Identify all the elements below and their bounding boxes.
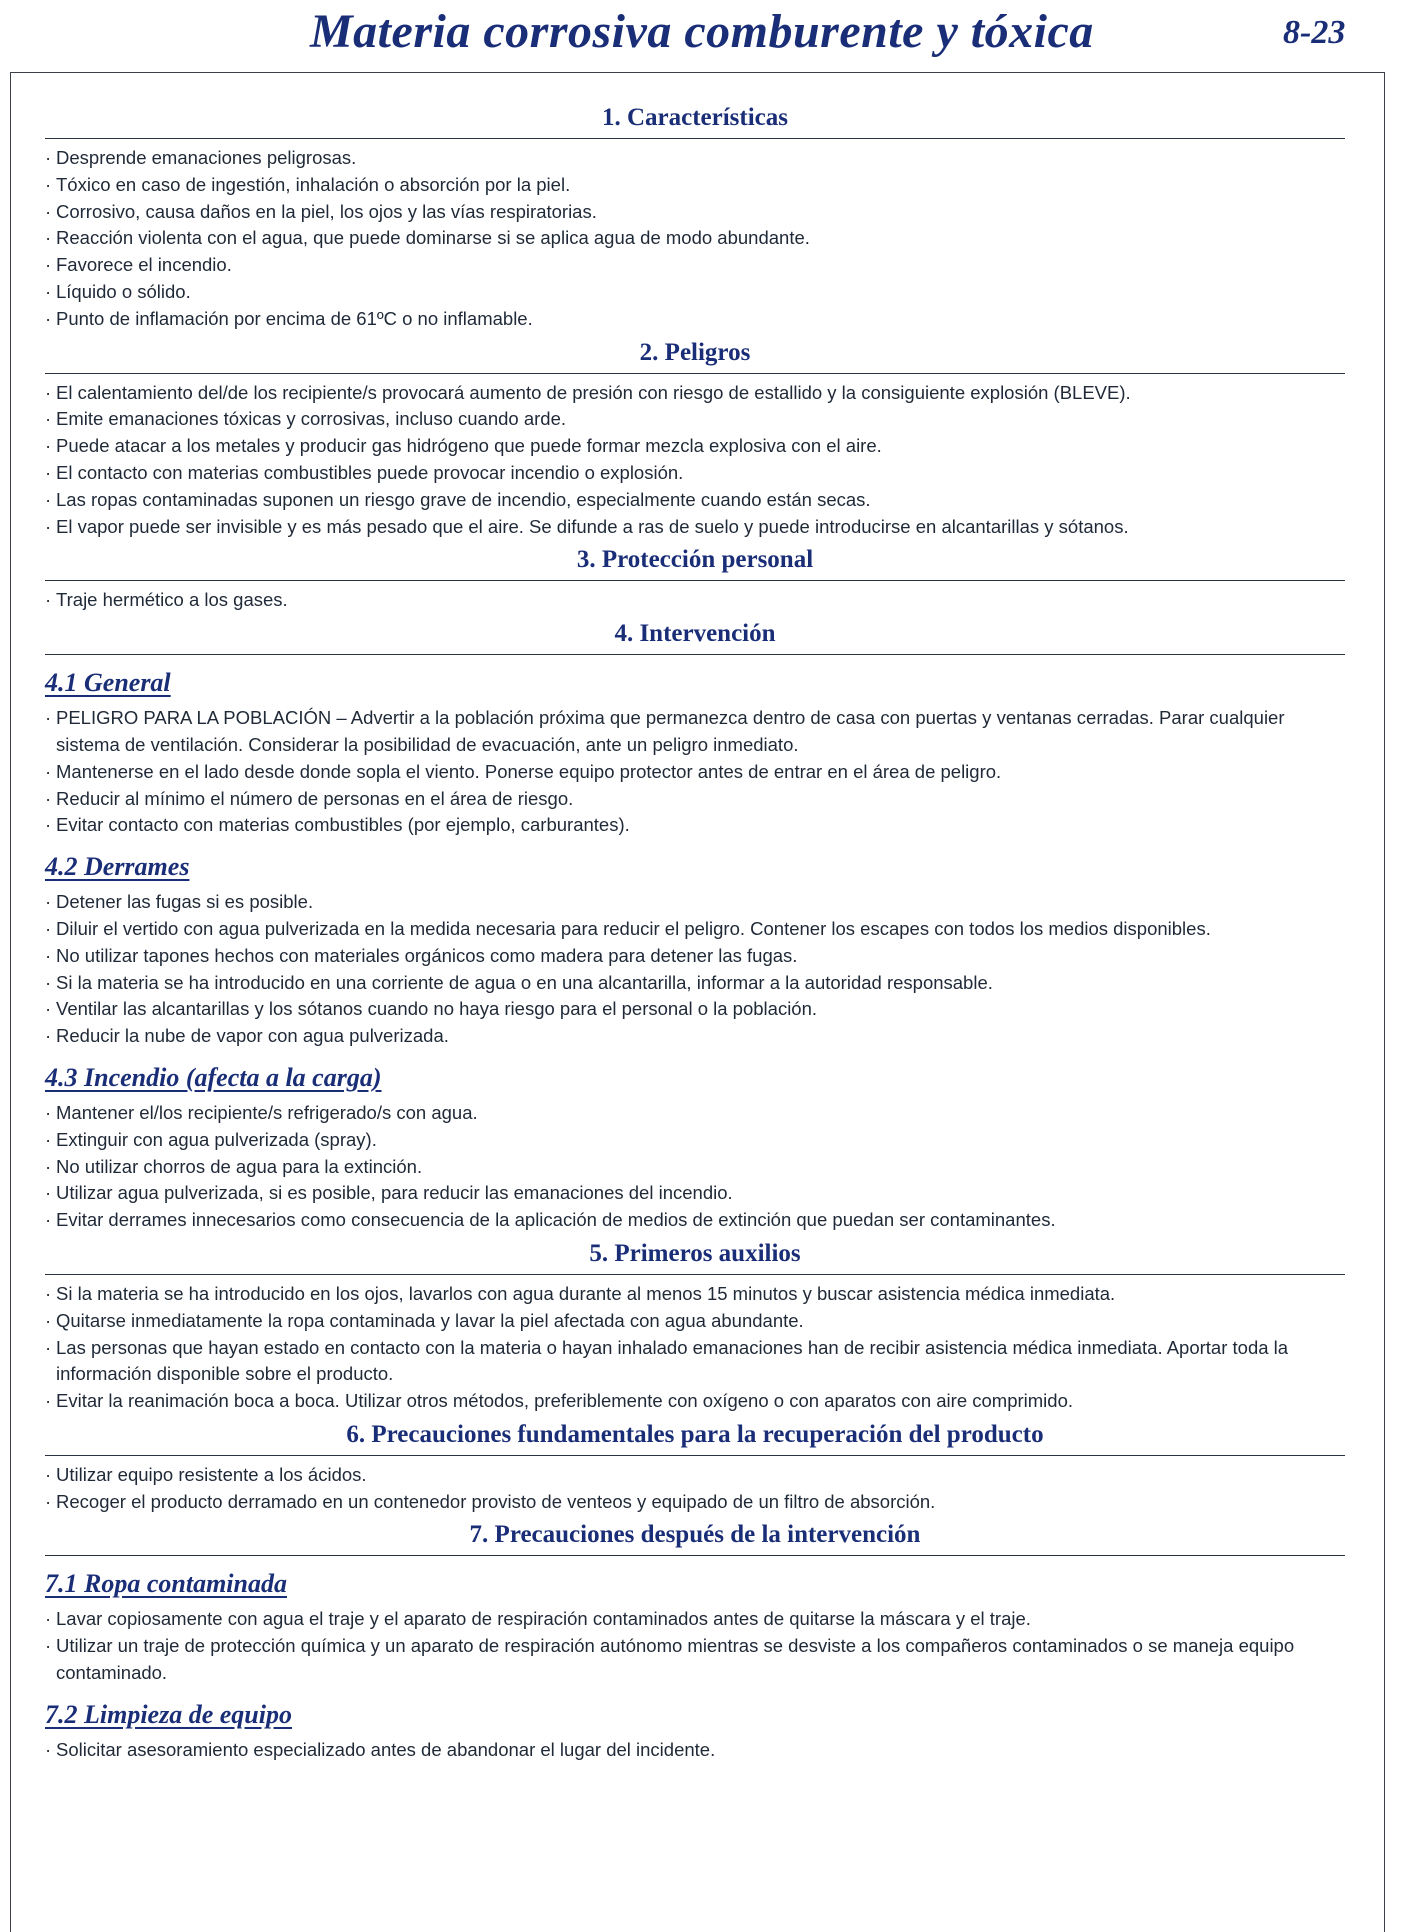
list-item: · Mantenerse en el lado desde donde sopla el viento. Ponerse equipo protector antes de entrar en el área de peligro. <box>45 759 1345 786</box>
bullet-list <box>45 145 1345 333</box>
list-item: · Reacción violenta con el agua, que puede dominarse si se aplica agua de modo abundante. <box>45 225 1345 252</box>
bullet-list <box>45 1737 1345 1764</box>
section-title: 6. Precauciones fundamentales para la recuperación del producto <box>45 1417 1345 1456</box>
list-item: · Si la materia se ha introducido en una corriente de agua o en una alcantarilla, informar a la autoridad responsable. <box>45 970 1345 997</box>
section-proteccion-personal <box>45 542 1345 614</box>
list-item: · Evitar derrames innecesarios como consecuencia de la aplicación de medios de extinción que puedan ser contaminantes. <box>45 1207 1345 1234</box>
list-item: · Líquido o sólido. <box>45 279 1345 306</box>
content-area <box>45 100 1345 1766</box>
list-item: · Reducir al mínimo el número de personas en el área de riesgo. <box>45 786 1345 813</box>
list-item: · No utilizar chorros de agua para la extinción. <box>45 1154 1345 1181</box>
list-item: · PELIGRO PARA LA POBLACIÓN – Advertir a la población próxima que permanezca dentro de casa con puertas y ventanas cerradas. Parar cualquier sistema de ventilación. Considerar la posibilidad de evacuación, ante un peligro inmediato. <box>45 705 1345 759</box>
subheading-incendio: 4.3 Incendio (afecta a la carga) <box>45 1062 382 1092</box>
list-item: · Corrosivo, causa daños en la piel, los ojos y las vías respiratorias. <box>45 199 1345 226</box>
list-item: · Utilizar un traje de protección química y un aparato de respiración autónomo mientras se desviste a los compañeros contaminados o se maneja equipo contaminado. <box>45 1633 1345 1687</box>
list-item: · Extinguir con agua pulverizada (spray). <box>45 1127 1345 1154</box>
bullet-list <box>45 1606 1345 1686</box>
list-item: · Utilizar agua pulverizada, si es posible, para reducir las emanaciones del incendio. <box>45 1180 1345 1207</box>
list-item: · Punto de inflamación por encima de 61ºC o no inflamable. <box>45 306 1345 333</box>
list-item: · No utilizar tapones hechos con materiales orgánicos como madera para detener las fugas. <box>45 943 1345 970</box>
list-item: · Mantener el/los recipiente/s refrigerado/s con agua. <box>45 1100 1345 1127</box>
section-title: 4. Intervención <box>45 616 1345 655</box>
list-item: · El contacto con materias combustibles puede provocar incendio o explosión. <box>45 460 1345 487</box>
bullet-list <box>45 1100 1345 1234</box>
section-caracteristicas <box>45 100 1345 333</box>
subheading-general: 4.1 General <box>45 668 171 698</box>
bullet-list <box>45 380 1345 541</box>
bullet-list <box>45 889 1345 1050</box>
list-item: · El calentamiento del/de los recipiente/s provocará aumento de presión con riesgo de estallido y la consiguiente explosión (BLEVE). <box>45 380 1345 407</box>
list-item: · Quitarse inmediatamente la ropa contaminada y lavar la piel afectada con agua abundante. <box>45 1308 1345 1335</box>
list-item: · Reducir la nube de vapor con agua pulverizada. <box>45 1023 1345 1050</box>
bullet-list <box>45 705 1345 839</box>
list-item: · Tóxico en caso de ingestión, inhalación o absorción por la piel. <box>45 172 1345 199</box>
list-item: · Evitar la reanimación boca a boca. Utilizar otros métodos, preferiblemente con oxígeno o con aparatos con aire comprimido. <box>45 1388 1345 1415</box>
list-item: · Recoger el producto derramado en un contenedor provisto de venteos y equipado de un filtro de absorción. <box>45 1489 1345 1516</box>
list-item: · Las personas que hayan estado en contacto con la materia o hayan inhalado emanaciones han de recibir asistencia médica inmediata. Aportar toda la información disponible sobre el producto. <box>45 1335 1345 1389</box>
list-item: · Traje hermético a los gases. <box>45 587 1345 614</box>
page-header <box>0 0 1408 70</box>
subheading-derrames: 4.2 Derrames <box>45 852 190 882</box>
list-item: · Lavar copiosamente con agua el traje y el aparato de respiración contaminados antes de quitarse la máscara y el traje. <box>45 1606 1345 1633</box>
section-title: 2. Peligros <box>45 335 1345 374</box>
bullet-list <box>45 1462 1345 1516</box>
list-item: · Diluir el vertido con agua pulverizada en la medida necesaria para reducir el peligro. Contener los escapes con todos los medios disponibles. <box>45 916 1345 943</box>
list-item: · Utilizar equipo resistente a los ácidos. <box>45 1462 1345 1489</box>
list-item: · Ventilar las alcantarillas y los sótanos cuando no haya riesgo para el personal o la población. <box>45 996 1345 1023</box>
list-item: · Puede atacar a los metales y producir gas hidrógeno que puede formar mezcla explosiva con el aire. <box>45 433 1345 460</box>
bullet-list <box>45 587 1345 614</box>
list-item: · Detener las fugas si es posible. <box>45 889 1345 916</box>
subheading-ropa-contaminada: 7.1 Ropa contaminada <box>45 1569 287 1599</box>
section-title: 7. Precauciones después de la intervención <box>45 1517 1345 1556</box>
list-item: · El vapor puede ser invisible y es más pesado que el aire. Se difunde a ras de suelo y puede introducirse en alcantarillas y sótanos. <box>45 514 1345 541</box>
section-intervencion <box>45 616 1345 1234</box>
list-item: · Las ropas contaminadas suponen un riesgo grave de incendio, especialmente cuando están secas. <box>45 487 1345 514</box>
page-title: Materia corrosiva comburente y tóxica <box>310 5 1094 58</box>
section-primeros-auxilios <box>45 1236 1345 1415</box>
subheading-limpieza-equipo: 7.2 Limpieza de equipo <box>45 1699 292 1729</box>
section-peligros <box>45 335 1345 541</box>
section-title: 1. Características <box>45 100 1345 139</box>
section-precauciones-recuperacion <box>45 1417 1345 1516</box>
section-title: 3. Protección personal <box>45 542 1345 581</box>
section-precauciones-despues <box>45 1517 1345 1763</box>
list-item: · Emite emanaciones tóxicas y corrosivas, incluso cuando arde. <box>45 406 1345 433</box>
list-item: · Si la materia se ha introducido en los ojos, lavarlos con agua durante al menos 15 minutos y buscar asistencia médica inmediata. <box>45 1281 1345 1308</box>
section-title: 5. Primeros auxilios <box>45 1236 1345 1275</box>
list-item: · Evitar contacto con materias combustibles (por ejemplo, carburantes). <box>45 812 1345 839</box>
list-item: · Desprende emanaciones peligrosas. <box>45 145 1345 172</box>
list-item: · Favorece el incendio. <box>45 252 1345 279</box>
list-item: · Solicitar asesoramiento especializado antes de abandonar el lugar del incidente. <box>45 1737 1345 1764</box>
page-number: 8-23 <box>1283 14 1346 51</box>
bullet-list <box>45 1281 1345 1415</box>
